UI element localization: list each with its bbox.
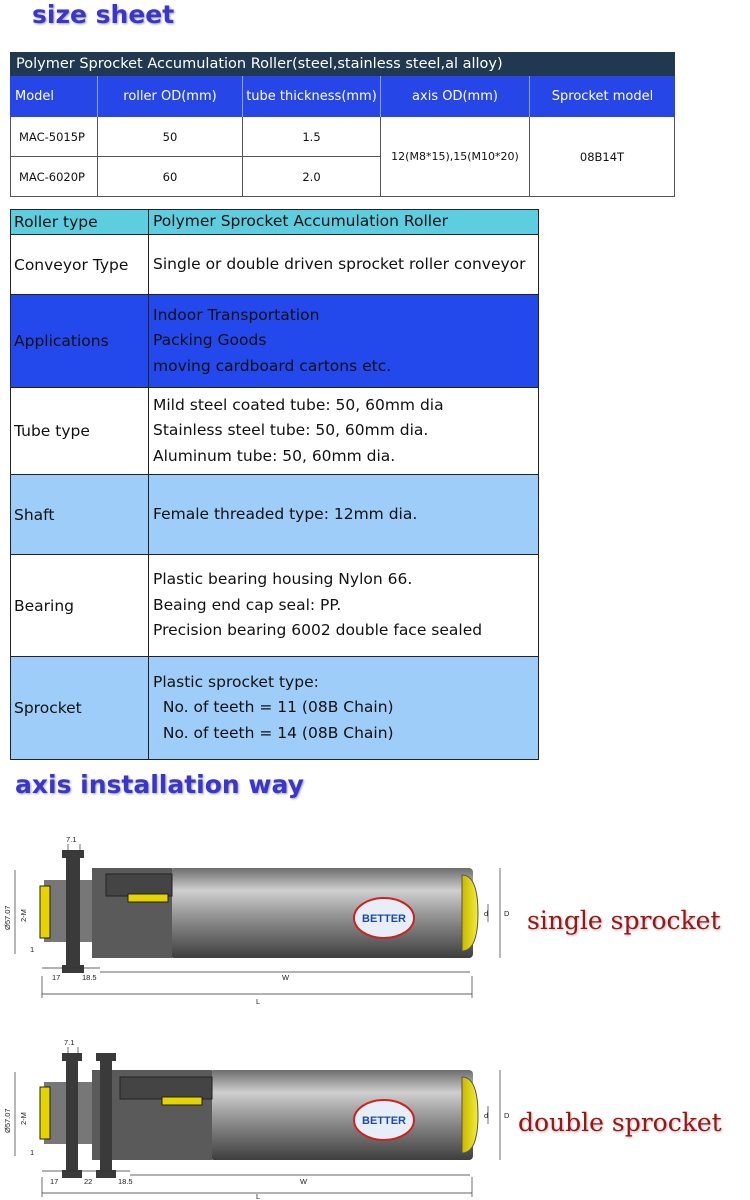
spec-value-applications (149, 295, 539, 388)
spec-label-roller-type: Roller type (10, 209, 149, 235)
spec-line: Mild steel coated tube: 50, 60mm dia (153, 395, 444, 414)
size-table-cell-thickness-1 (243, 117, 381, 157)
spec-line: Single or double driven sprocket roller conveyor (153, 254, 526, 273)
spec-line: Precision bearing 6002 double face sealed (153, 621, 483, 640)
dim-l-single: L (256, 997, 261, 1006)
dim-b-double: 18.5 (118, 1177, 133, 1186)
dim-d-big-single: D (504, 909, 510, 918)
dim-top-double: 7.1 (64, 1038, 75, 1047)
spec-value-bearing (149, 555, 539, 657)
single-sprocket-label: single sprocket (527, 906, 721, 935)
spec-line: Stainless steel tube: 50, 60mm dia. (153, 421, 429, 440)
brand-text-single: BETTER (362, 913, 406, 925)
dim-one-double: 1 (30, 1148, 35, 1157)
size-table-cell-sprocket (530, 117, 675, 197)
size-table-cell-axis-od (381, 117, 530, 197)
size-table-header-thickness: tube thickness(mm) (243, 76, 381, 117)
dim-c-double: 22 (84, 1177, 93, 1186)
dim-a-single: 17 (52, 973, 61, 982)
od-1-text: 50 (162, 129, 178, 144)
spec-line: Female threaded type: 12mm dia. (153, 504, 418, 523)
spec-value-sprocket (149, 657, 539, 760)
roller-tube (170, 868, 473, 958)
spec-line: Beaing end cap seal: PP. (153, 595, 342, 614)
spec-line: Packing Goods (153, 331, 267, 350)
dim-b-single: 18.5 (82, 973, 97, 982)
spec-line: No. of teeth = 11 (08B Chain) (153, 698, 394, 717)
size-sheet-heading: size sheet (32, 0, 175, 29)
roller-tube (210, 1070, 473, 1160)
size-table-title: Polymer Sprocket Accumulation Roller(steel,stainless steel,al alloy) (10, 52, 675, 76)
dim-m-single: 2-M (19, 909, 28, 922)
spec-line: moving cardboard cartons etc. (153, 356, 392, 375)
dim-l-double: L (256, 1192, 261, 1200)
dim-dia-double: Ø57.07 (3, 1108, 12, 1133)
dim-d-small-double: d (484, 1111, 489, 1120)
dim-m-double: 2-M (19, 1112, 28, 1125)
dim-dia-single: Ø57.07 (3, 905, 12, 930)
spec-label-sprocket: Sprocket (10, 657, 149, 760)
spec-label-conveyor-type: Conveyor Type (10, 235, 149, 295)
spec-label-applications: Applications (10, 295, 149, 388)
spec-label-bearing: Bearing (10, 555, 149, 657)
brand-text-double: BETTER (362, 1115, 406, 1127)
end-cap (462, 1077, 478, 1153)
sprocket-model-text: 08B14T (579, 149, 625, 164)
spec-line: No. of teeth = 14 (08B Chain) (153, 723, 394, 742)
dim-top-single: 7.1 (66, 835, 77, 844)
spec-value-shaft (149, 475, 539, 555)
axis-od-text: 12(M8*15),15(M10*20) (391, 150, 519, 163)
end-cap (462, 875, 478, 951)
spec-line: Polymer Sprocket Accumulation Roller (153, 212, 448, 231)
size-table-header-sprocket: Sprocket model (530, 76, 675, 117)
spec-line: Plastic sprocket type: (153, 672, 319, 691)
single-sprocket-drawing (0, 800, 750, 1010)
axis-installation-heading: axis installation way (15, 770, 304, 799)
spec-value-tube-type (149, 388, 539, 475)
dim-a-double: 17 (50, 1177, 59, 1186)
spec-line: Aluminum tube: 50, 60mm dia. (153, 446, 396, 465)
dim-d-small-single: d (484, 909, 489, 918)
dim-w-double: W (300, 1177, 308, 1186)
od-2-text: 60 (162, 169, 178, 184)
spec-value-roller-type (149, 209, 539, 235)
size-table-header-model: Model (10, 76, 98, 117)
size-table-header-roller-od: roller OD(mm) (98, 76, 243, 117)
model-2-text: MAC-6020P (19, 169, 85, 184)
double-sprocket-label: double sprocket (518, 1108, 722, 1137)
spec-line: Plastic bearing housing Nylon 66. (153, 570, 413, 589)
spec-label-tube-type: Tube type (10, 388, 149, 475)
size-table-cell-model-1 (10, 117, 98, 157)
dim-one-single: 1 (30, 945, 35, 954)
size-table-cell-thickness-2 (243, 157, 381, 197)
thickness-1-text: 1.5 (302, 129, 321, 144)
size-table-cell-od-1 (98, 117, 243, 157)
dim-w-single: W (282, 973, 290, 982)
spec-label-shaft: Shaft (10, 475, 149, 555)
dim-d-big-double: D (504, 1111, 510, 1120)
spec-value-conveyor-type (149, 235, 539, 295)
size-table-header-axis-od: axis OD(mm) (381, 76, 530, 117)
model-1-text: MAC-5015P (19, 129, 85, 144)
spec-line: Indoor Transportation (153, 305, 320, 324)
size-table-cell-od-2 (98, 157, 243, 197)
size-table-cell-model-2 (10, 157, 98, 197)
thickness-2-text: 2.0 (302, 169, 321, 184)
